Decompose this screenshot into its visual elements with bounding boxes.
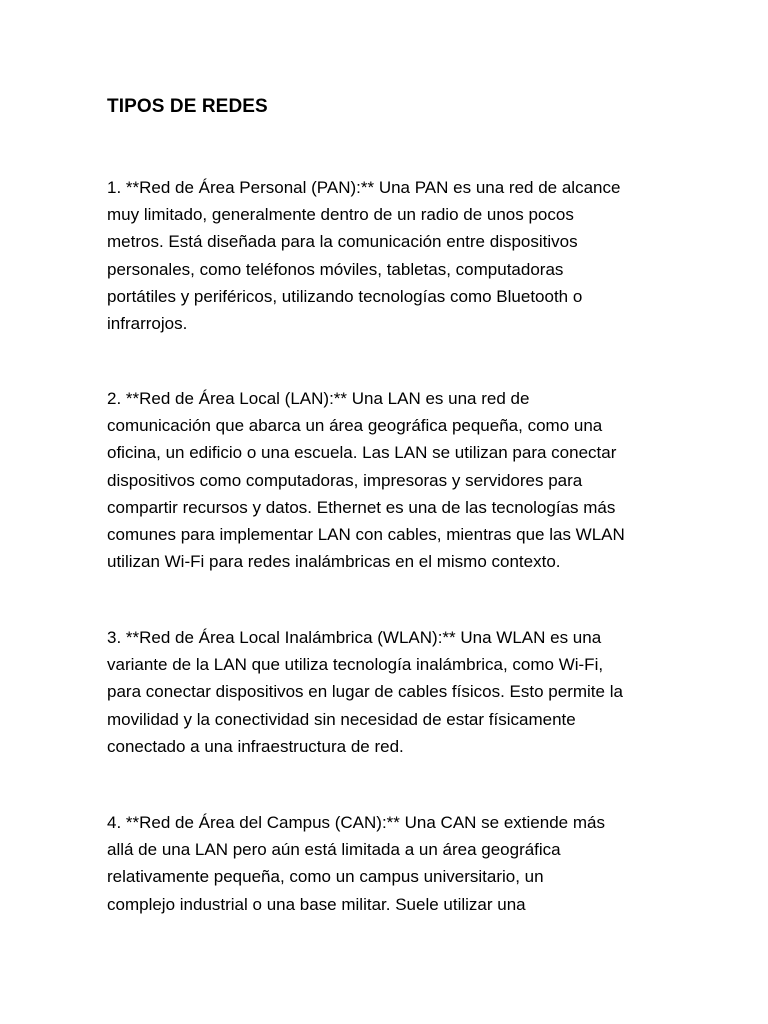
- paragraph-line: personales, como teléfonos móviles, tabletas, computadoras: [107, 259, 564, 279]
- paragraph-line: metros. Está diseñada para la comunicación entre dispositivos: [107, 232, 578, 252]
- paragraph-line: para conectar dispositivos en lugar de cables físicos. Esto permite la: [107, 682, 623, 702]
- paragraph-line: muy limitado, generalmente dentro de un radio de unos pocos: [107, 205, 574, 225]
- paragraph-wlan: [107, 624, 667, 760]
- paragraph-line: infrarrojos.: [107, 314, 188, 334]
- paragraph-line: utilizan Wi-Fi para redes inalámbricas en el mismo contexto.: [107, 552, 561, 572]
- paragraph-pan: [107, 174, 667, 337]
- paragraph-line: relativamente pequeña, como un campus universitario, un: [107, 867, 544, 887]
- paragraph-lan: [107, 385, 667, 575]
- paragraph-line: compartir recursos y datos. Ethernet es una de las tecnologías más: [107, 497, 616, 517]
- paragraph-line: dispositivos como computadoras, impresoras y servidores para: [107, 470, 583, 490]
- paragraph-line: 4. **Red de Área del Campus (CAN):** Una CAN se extiende más: [107, 813, 605, 832]
- paragraph-line: allá de una LAN pero aún está limitada a un área geográfica: [107, 840, 561, 860]
- document-title: TIPOS DE REDES: [107, 96, 268, 117]
- paragraph-line: portátiles y periféricos, utilizando tecnologías como Bluetooth o: [107, 286, 583, 306]
- paragraph-line: variante de la LAN que utiliza tecnología inalámbrica, como Wi-Fi,: [107, 655, 604, 675]
- paragraph-line: movilidad y la conectividad sin necesidad de estar físicamente: [107, 709, 576, 729]
- paragraph-can: [107, 809, 667, 918]
- paragraph-line: 2. **Red de Área Local (LAN):** Una LAN es una red de: [107, 389, 530, 408]
- paragraph-line: complejo industrial o una base militar. Suele utilizar una: [107, 894, 526, 914]
- paragraph-line: comunes para implementar LAN con cables, mientras que las WLAN: [107, 525, 625, 545]
- paragraph-line: 3. **Red de Área Local Inalámbrica (WLAN):** Una WLAN es una: [107, 628, 602, 647]
- paragraph-line: oficina, un edificio o una escuela. Las LAN se utilizan para conectar: [107, 443, 617, 463]
- paragraph-line: 1. **Red de Área Personal (PAN):** Una PAN es una red de alcance: [107, 178, 621, 197]
- paragraph-line: conectado a una infraestructura de red.: [107, 736, 404, 756]
- paragraph-line: comunicación que abarca un área geográfica pequeña, como una: [107, 416, 603, 436]
